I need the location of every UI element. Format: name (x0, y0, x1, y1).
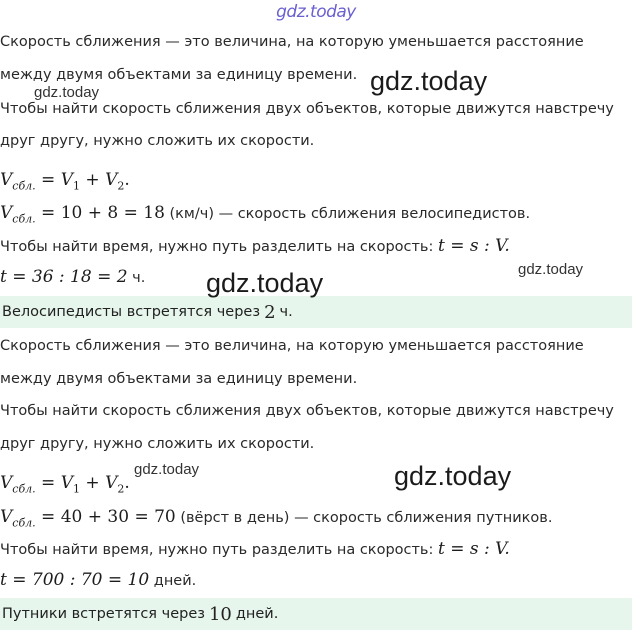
answer-unit: ч. (279, 304, 293, 320)
calc-description: (вёрст в день) — скорость сближения путников. (180, 510, 553, 526)
time-calc-unit: дней. (153, 573, 197, 589)
site-logo[interactable]: gdz.today (276, 2, 356, 22)
rule-line-2: друг другу, нужно сложить их скорости. (0, 436, 315, 452)
time-rule (0, 236, 510, 256)
answer-text: Путники встретятся через (2, 606, 205, 622)
time-calc-expression: t = 700 : 70 = 10 (0, 570, 150, 590)
definition-line-1: Скорость сближения — это величина, на которую уменьшается расстояние (0, 34, 584, 50)
answer-text: Велосипедисты встретятся через (2, 304, 261, 320)
formula-term-b: V (105, 170, 118, 190)
answer-number: 2 (264, 301, 276, 323)
time-calc-expression: t = 36 : 18 = 2 (0, 267, 128, 287)
definition-line-2: между двумя объектами за единицу времени. (0, 67, 358, 83)
calc-description: (км/ч) — скорость сближения велосипедистов. (169, 206, 531, 222)
time-calculation (0, 570, 196, 590)
watermark: gdz.today (206, 268, 324, 298)
speed-calculation: $V_{сбл.} = 40 + 30 = 70$ (вёрст в день) — скорость сближения путников. (0, 507, 553, 530)
formula-term-b-index: 2 (117, 482, 125, 496)
watermark: gdz.today (34, 84, 100, 101)
rule-line-2: друг другу, нужно сложить их скорости. (0, 133, 315, 149)
formula-subscript: сбл. (12, 482, 36, 496)
answer-number: 10 (208, 603, 232, 625)
time-rule (0, 539, 510, 559)
formula-term-b: V (105, 473, 118, 493)
time-rule-text: Чтобы найти время, нужно путь разделить на скорость: (0, 542, 434, 558)
formula-term-a: V (60, 170, 73, 190)
calc-subscript: сбл. (12, 516, 36, 530)
watermark: gdz.today (134, 461, 200, 478)
calc-expression: = 10 + 8 = 18 (35, 203, 165, 223)
formula-term-a-index: 1 (73, 179, 80, 193)
answer-box (0, 296, 632, 328)
calc-expression: = 40 + 30 = 70 (35, 507, 176, 527)
definition-line-1: Скорость сближения — это величина, на которую уменьшается расстояние (0, 338, 584, 354)
formula-general: $V_{сбл.} = V_1 + V_2$. (0, 170, 130, 193)
rule-line-1: Чтобы найти скорость сближения двух объектов, которые движутся навстречу (0, 403, 614, 419)
formula-subscript: сбл. (12, 179, 36, 193)
answer-box (0, 598, 632, 630)
time-calculation (0, 267, 145, 287)
formula-term-a-index: 1 (73, 482, 80, 496)
time-rule-text: Чтобы найти время, нужно путь разделить на скорость: (0, 239, 434, 255)
answer-unit: дней. (235, 606, 279, 622)
time-formula: t = s : V. (437, 236, 510, 256)
formula-term-b-index: 2 (117, 179, 125, 193)
definition-line-2: между двумя объектами за единицу времени. (0, 371, 358, 387)
formula-term-a: V (60, 473, 73, 493)
time-formula: t = s : V. (437, 539, 510, 559)
watermark: gdz.today (518, 261, 584, 278)
formula-general: $V_{сбл.} = V_1 + V_2$. (0, 473, 130, 496)
watermark: gdz.today (394, 461, 512, 491)
speed-calculation: $V_{сбл.} = 10 + 8 = 18$ (км/ч) — скорость сближения велосипедистов. (0, 203, 531, 226)
calc-subscript: сбл. (12, 212, 36, 226)
rule-line-1: Чтобы найти скорость сближения двух объектов, которые движутся навстречу (0, 101, 614, 117)
watermark: gdz.today (370, 66, 488, 96)
time-calc-unit: ч. (132, 270, 146, 286)
